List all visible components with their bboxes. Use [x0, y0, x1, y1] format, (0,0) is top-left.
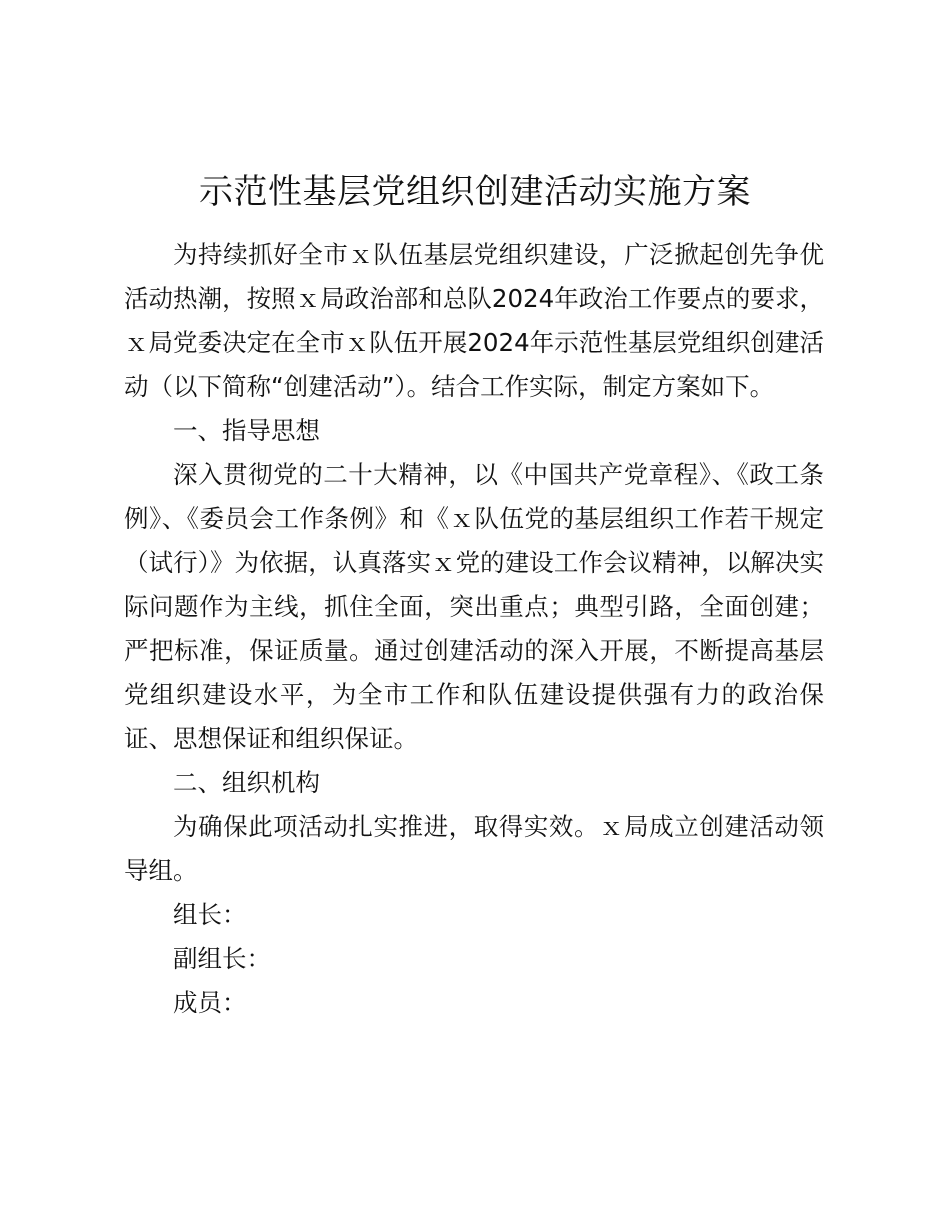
- section-heading-guiding-ideology: 一、指导思想: [173, 416, 320, 445]
- section-heading-organization: 二、组织机构: [173, 768, 320, 797]
- deputy-leader-label: 副组长：: [173, 944, 271, 973]
- leader-label: 组长：: [173, 900, 247, 929]
- intro-paragraph: 为持续抓好全市ｘ队伍基层党组织建设，广泛掀起创先争优活动热潮，按照ｘ局政治部和总队2024年政治工作要点的要求，ｘ局党委决定在全市ｘ队伍开展2024年示范性基层党组织创建活动（以下简称“创建活动”）。结合工作实际，制定方案如下。: [124, 240, 824, 401]
- guiding-ideology-paragraph: 深入贯彻党的二十大精神，以《中国共产党章程》、《政工条例》、《委员会工作条例》和《ｘ队伍党的基层组织工作若干规定（试行）》为依据，认真落实ｘ党的建设工作会议精神，以解决实际问题作为主线，抓住全面，突出重点；典型引路，全面创建；严把标准，保证质量。通过创建活动的深入开展，不断提高基层党组织建设水平，为全市工作和队伍建设提供强有力的政治保证、思想保证和组织保证。: [124, 460, 824, 753]
- document-title: 示范性基层党组织创建活动实施方案: [199, 172, 751, 212]
- members-label: 成员：: [173, 988, 247, 1017]
- document-body: [124, 233, 824, 1025]
- organization-paragraph: 为确保此项活动扎实推进，取得实效。ｘ局成立创建活动领导组。: [124, 812, 824, 885]
